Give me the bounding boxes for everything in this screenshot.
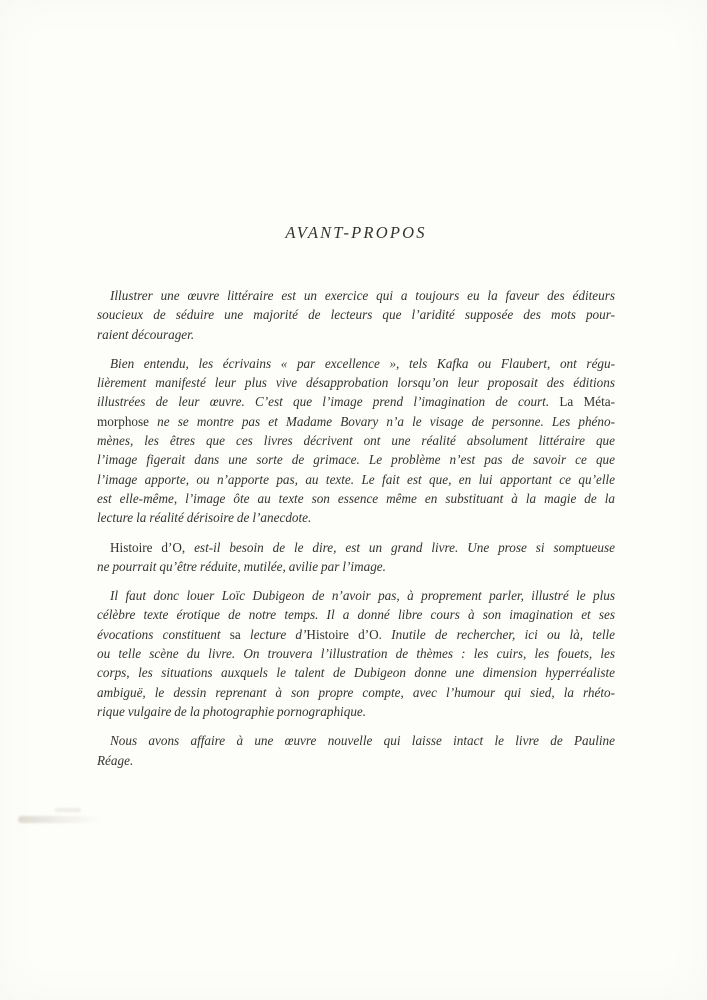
text-line xyxy=(97,354,615,373)
text-line xyxy=(97,392,615,411)
text-run: lièrement manifesté leur plus vive désapprobation lorsqu’on leur proposait des éditions xyxy=(97,375,615,391)
text-line xyxy=(97,373,615,392)
text-line xyxy=(97,412,615,431)
paragraph xyxy=(97,538,615,577)
text-run: évocations constituent xyxy=(97,626,230,642)
paragraph xyxy=(97,286,615,344)
text-line xyxy=(97,508,615,527)
text-line xyxy=(97,731,615,750)
paragraph xyxy=(97,731,615,770)
text-run: corps, les situations auxquels le talent de Dubigeon donne une dimension hyperréaliste xyxy=(97,665,615,681)
text-line xyxy=(97,557,615,576)
text-run: soucieux de séduire une majorité de lecteurs que l’aridité supposée des mots pour- xyxy=(97,307,615,323)
text-run: rique vulgaire de la photographie pornographique. xyxy=(97,703,367,719)
text-run: Il faut donc louer Loïc Dubigeon de n’avoir pas, à proprement parler, illustré le plus xyxy=(110,588,615,604)
text-line xyxy=(97,644,615,663)
text-run: lecture la réalité dérisoire de l’anecdote. xyxy=(97,510,312,526)
text-run: lecture d’ xyxy=(250,626,307,642)
text-run: ne pourrait qu’être réduite, mutilée, avilie par l’image. xyxy=(97,558,386,574)
text-run: ne se montre pas et Madame Bovary n’a le visage de personne. Les phéno- xyxy=(157,413,615,429)
text-line xyxy=(97,325,615,344)
text-run: célèbre texte érotique de notre temps. Il a donné libre cours à son imagination et ses xyxy=(97,607,615,623)
text-body xyxy=(97,286,615,770)
text-run: La Méta- xyxy=(559,394,615,410)
paragraph xyxy=(97,354,615,528)
text-run: sa xyxy=(229,626,251,642)
text-line xyxy=(97,605,615,624)
text-line xyxy=(97,586,615,605)
text-run: l’image figerait dans une sorte de grimace. Le problème n’est pas de savoir ce que xyxy=(97,452,615,468)
paragraph xyxy=(97,586,615,721)
text-run: Nous avons affaire à une œuvre nouvelle qui laisse intact le livre de Pauline xyxy=(110,733,615,749)
text-line xyxy=(97,305,615,324)
text-line xyxy=(97,431,615,450)
text-run: est elle-même, l’image ôte au texte son essence même en substituant à la magie de la xyxy=(97,490,615,506)
text-run: l’image apporte, ou n’apporte pas, au texte. Le fait est que, en lui apportant ce qu’elle xyxy=(97,471,615,487)
text-line xyxy=(97,702,615,721)
scan-smudge-artifact xyxy=(18,816,102,823)
scan-speck-artifact xyxy=(55,808,81,812)
text-run: Inutile de rechercher, ici ou là, telle xyxy=(381,626,615,642)
text-line xyxy=(97,751,615,770)
text-line xyxy=(97,489,615,508)
text-line xyxy=(97,663,615,682)
text-line xyxy=(97,450,615,469)
text-run: Bien entendu, les écrivains « par excellence », tels Kafka ou Flaubert, ont régu- xyxy=(110,355,615,371)
text-run: ambiguë, le dessin reprenant à son propre compte, avec l’humour qui sied, la rhéto- xyxy=(97,684,615,700)
text-run: Illustrer une œuvre littéraire est un exercice qui a toujours eu la faveur des éditeurs xyxy=(110,288,615,303)
text-run: ou telle scène du livre. On trouvera l’illustration de thèmes : les cuirs, les fouets, les xyxy=(97,646,615,662)
text-run: mènes, les êtres que ces livres décrivent ont une réalité absolument littéraire que xyxy=(97,433,615,449)
page-title: AVANT-PROPOS xyxy=(285,223,427,242)
text-line xyxy=(97,625,615,644)
text-run: raient décourager. xyxy=(97,326,195,342)
text-run: illustrées de leur œuvre. C’est que l’image prend l’imagination de court. xyxy=(97,394,560,410)
text-run: Histoire d’O. xyxy=(306,626,382,642)
text-line xyxy=(97,286,615,305)
text-run: morphose xyxy=(97,413,158,429)
text-run: Histoire d’O, xyxy=(110,539,195,555)
text-run: est-il besoin de le dire, est un grand livre. Une prose si somptueuse xyxy=(194,539,615,555)
text-line xyxy=(97,470,615,489)
text-line xyxy=(97,538,615,557)
text-line xyxy=(97,683,615,702)
text-run: Réage. xyxy=(97,752,134,768)
